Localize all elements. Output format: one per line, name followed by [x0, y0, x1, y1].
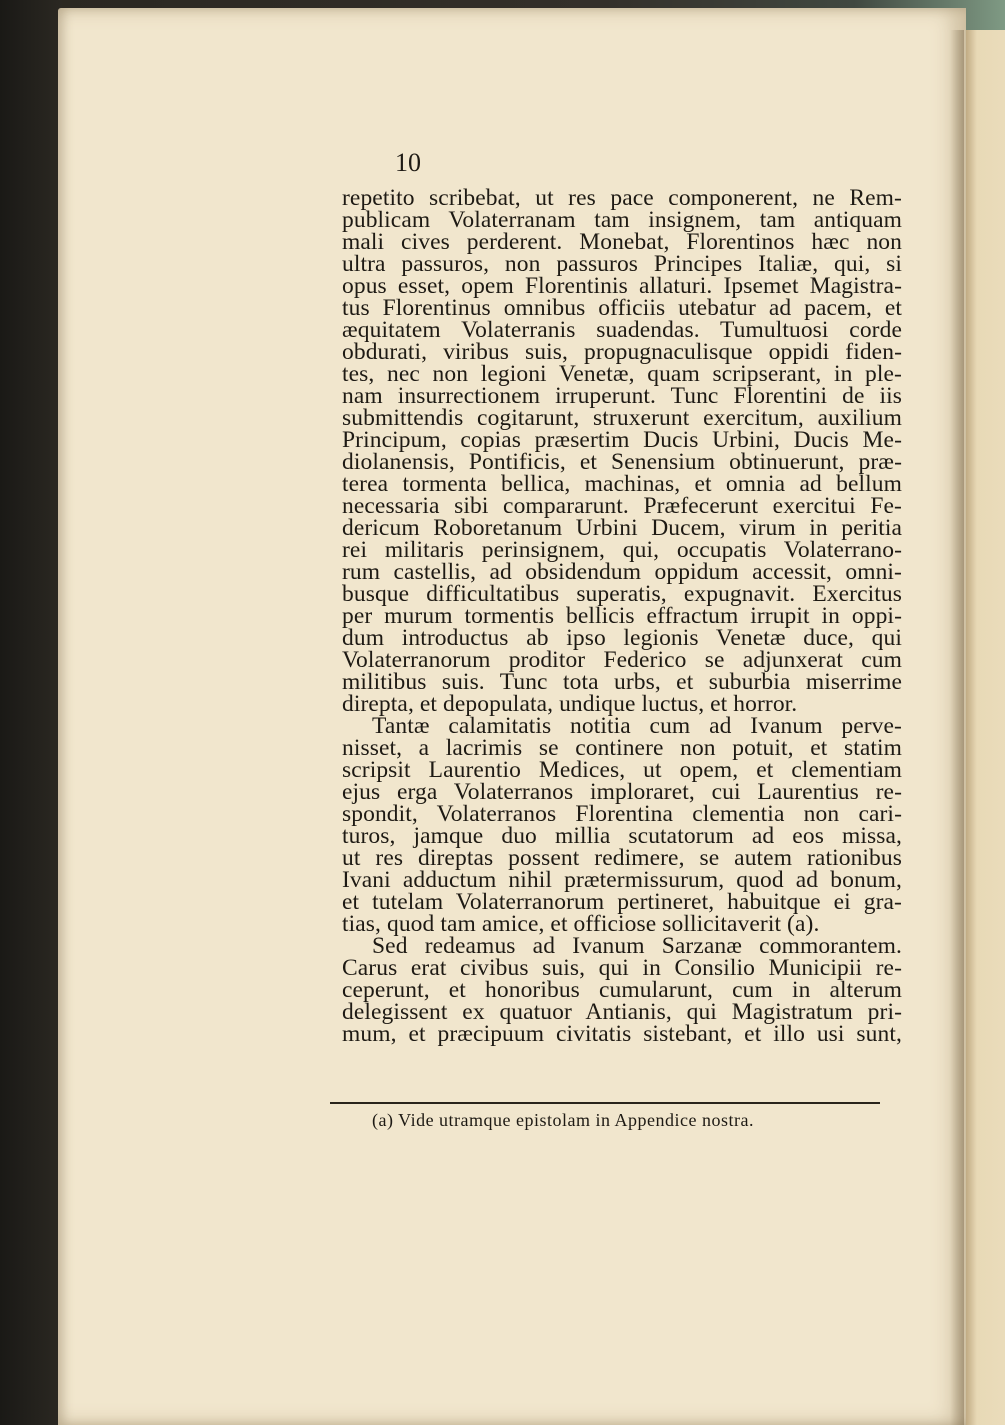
adjacent-page-edge [962, 30, 1005, 1425]
text-line: militibus suis. Tunc tota urbs, et suburbia miserrime [342, 669, 902, 695]
text-line: dericum Roboretanum Urbini Ducem, virum in peritia [342, 515, 902, 541]
text-line: ultra passuros, non passuros Principes Italiæ, qui, si [342, 251, 902, 277]
text-line: obdurati, viribus suis, propugnaculisque oppidi fiden- [342, 339, 902, 365]
text-line: diolanensis, Pontificis, et Senensium obtinuerunt, præ- [342, 449, 902, 475]
body-text [342, 187, 902, 1045]
text-line: submittendis cogitarunt, struxerunt exercitum, auxilium [342, 405, 902, 431]
text-line: dum introductus ab ipso legionis Venetæ duce, qui [342, 625, 902, 651]
text-line: mum, et præcipuum civitatis sistebant, et illo usi sunt, [342, 1021, 902, 1047]
text-line: necessaria sibi compararunt. Præfecerunt exercitui Fe- [342, 493, 902, 519]
text-line: et tutelam Volaterranorum pertineret, habuitque ei gra- [342, 889, 902, 915]
text-line: æquitatem Volaterranis suadendas. Tumultuosi corde [342, 317, 902, 343]
text-line: tias, quod tam amice, et officiose sollicitaverit (a). [342, 911, 820, 937]
text-line: tes, nec non legioni Venetæ, quam scripserant, in ple- [342, 361, 902, 387]
text-line: busque difficultatibus superatis, expugnavit. Exercitus [342, 581, 902, 607]
footnote-rule [330, 1102, 880, 1104]
text-line: Sed redeamus ad Ivanum Sarzanæ commorantem. [372, 933, 902, 959]
text-line: tus Florentinus omnibus officiis utebatur ad pacem, et [342, 295, 902, 321]
text-line: ceperunt, et honoribus cumularunt, cum in alterum [342, 977, 902, 1003]
page-gutter-shadow [950, 30, 964, 1425]
text-line: publicam Volaterranam tam insignem, tam antiquam [342, 207, 902, 233]
text-line: direpta, et depopulata, undique luctus, et horror. [342, 691, 798, 717]
text-line: mali cives perderent. Monebat, Florentinos hæc non [342, 229, 902, 255]
text-line: Tantæ calamitatis notitia cum ad Ivanum perve- [372, 713, 902, 739]
text-line: per murum tormentis bellicis effractum irrupit in oppi- [342, 603, 902, 629]
text-line: repetito scribebat, ut res pace componerent, ne Rem- [342, 185, 902, 211]
text-line: terea tormenta bellica, machinas, et omnia ad bellum [342, 471, 902, 497]
text-line: rei militaris perinsignem, qui, occupatis Volaterrano- [342, 537, 902, 563]
text-line: Carus erat civibus suis, qui in Consilio Municipii re- [342, 955, 902, 981]
text-line: Volaterranorum proditor Federico se adjunxerat cum [342, 647, 902, 673]
footnote: (a) Vide utramque epistolam in Appendice nostra. [372, 1110, 754, 1130]
text-line: Principum, copias præsertim Ducis Urbini, Ducis Me- [342, 427, 902, 453]
text-line: Ivani adductum nihil prætermissurum, quod ad bonum, [342, 867, 902, 893]
page-number: 10 [395, 148, 421, 177]
scan-backdrop-left [0, 0, 62, 1425]
text-line: spondit, Volaterranos Florentina clementia non cari- [342, 801, 902, 827]
text-line: nisset, a lacrimis se continere non potuit, et statim [342, 735, 902, 761]
text-line: delegissent ex quatuor Antianis, qui Magistratum pri- [342, 999, 902, 1025]
text-line: nam insurrectionem irruperunt. Tunc Florentini de iis [342, 383, 902, 409]
text-line: opus esset, opem Florentinis allaturi. Ipsemet Magistra- [342, 273, 902, 299]
text-line: ejus erga Volaterranos imploraret, cui Laurentius re- [342, 779, 902, 805]
text-line: turos, jamque duo millia scutatorum ad eos missa, [342, 823, 902, 849]
text-line: scripsit Laurentio Medices, ut opem, et clementiam [342, 757, 902, 783]
text-line: rum castellis, ad obsidendum oppidum accessit, omni- [342, 559, 902, 585]
text-line: ut res direptas possent redimere, se autem rationibus [342, 845, 902, 871]
